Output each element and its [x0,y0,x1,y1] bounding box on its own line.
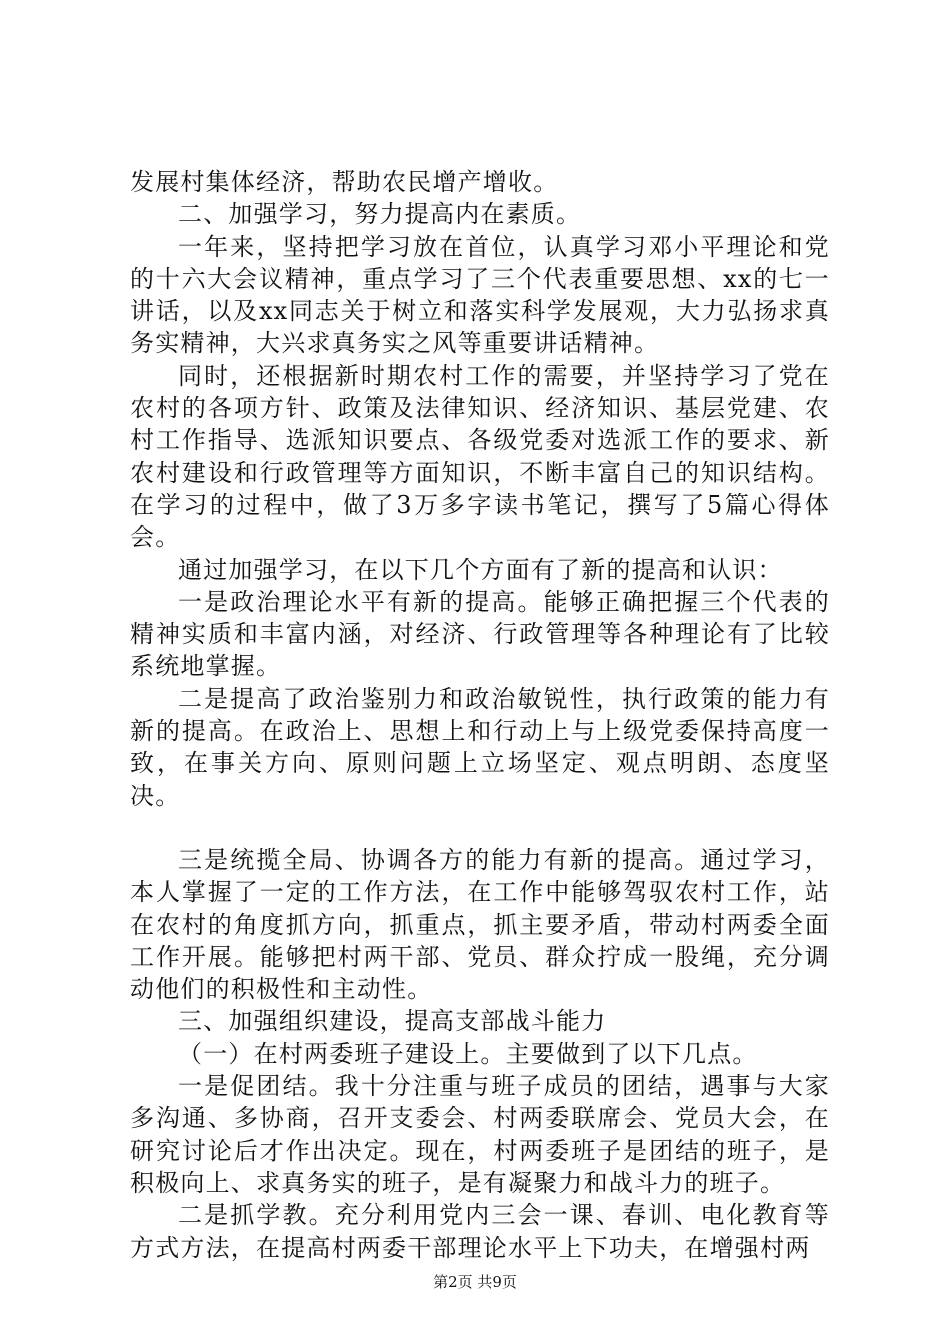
page-footer: 第2页 共9页 [433,1273,517,1291]
paragraph-study-policy: 同时，还根据新时期农村工作的需要，并坚持学习了党在农村的各项方针、政策及法律知识、经济知识、基层党建、农村工作指导、选派知识要点、各级党委对选派工作的要求、新农村建设和行政管理等方面知识，不断丰富自己的知识结构。在学习的过程中，做了3万多字读书笔记，撰写了5篇心得体会。 [130,361,830,552]
paragraph-education: 二是抓学教。充分利用党内三会一课、春训、电化教育等方式方法，在提高村两委干部理论水平上下功夫，在增强村两 [130,1201,830,1262]
paragraph-point-one: 一是政治理论水平有新的提高。能够正确把握三个代表的精神实质和丰富内涵，对经济、行政管理等各种理论有了比较系统地掌握。 [130,587,830,681]
paragraph-continuation: 发展村集体经济，帮助农民增产增收。 [130,168,559,196]
paragraph-point-three: 三是统揽全局、协调各方的能力有新的提高。通过学习，本人掌握了一定的工作方法，在工作中能够驾驭农村工作，站在农村的角度抓方向，抓重点，抓主要矛盾，带动村两委全面工作开展。能够把村两干部、党员、群众拧成一股绳，充分调动他们的积极性和主动性。 [130,845,830,1004]
subsection-heading-1: （一）在村两委班子建设上。主要做到了以下几点。 [178,1039,758,1068]
paragraph-study-theory: 一年来，坚持把学习放在首位，认真学习邓小平理论和党的十六大会议精神，重点学习了三个代表重要思想、xx的七一讲话，以及xx同志关于树立和落实科学发展观，大力弘扬求真务实精神，大兴求真务实之风等重要讲话精神。 [130,232,830,358]
paragraph-point-two: 二是提高了政治鉴别力和政治敏锐性，执行政策的能力有新的提高。在政治上、思想上和行动上与上级党委保持高度一致，在事关方向、原则问题上立场坚定、观点明朗、态度坚决。 [130,684,830,810]
document-body [130,166,830,1264]
paragraph-study-results-intro: 通过加强学习，在以下几个方面有了新的提高和认识： [178,555,783,584]
section-heading-2: 二、加强学习，努力提高内在素质。 [178,200,582,229]
paragraph-unity: 一是促团结。我十分注重与班子成员的团结，遇事与大家多沟通、多协商，召开支委会、村两委联席会、党员大会，在研究讨论后才作出决定。现在，村两委班子是团结的班子，是积极向上、求真务实的班子，是有凝聚力和战斗力的班子。 [130,1072,830,1197]
section-heading-3: 三、加强组织建设，提高支部战斗能力 [178,1007,607,1036]
